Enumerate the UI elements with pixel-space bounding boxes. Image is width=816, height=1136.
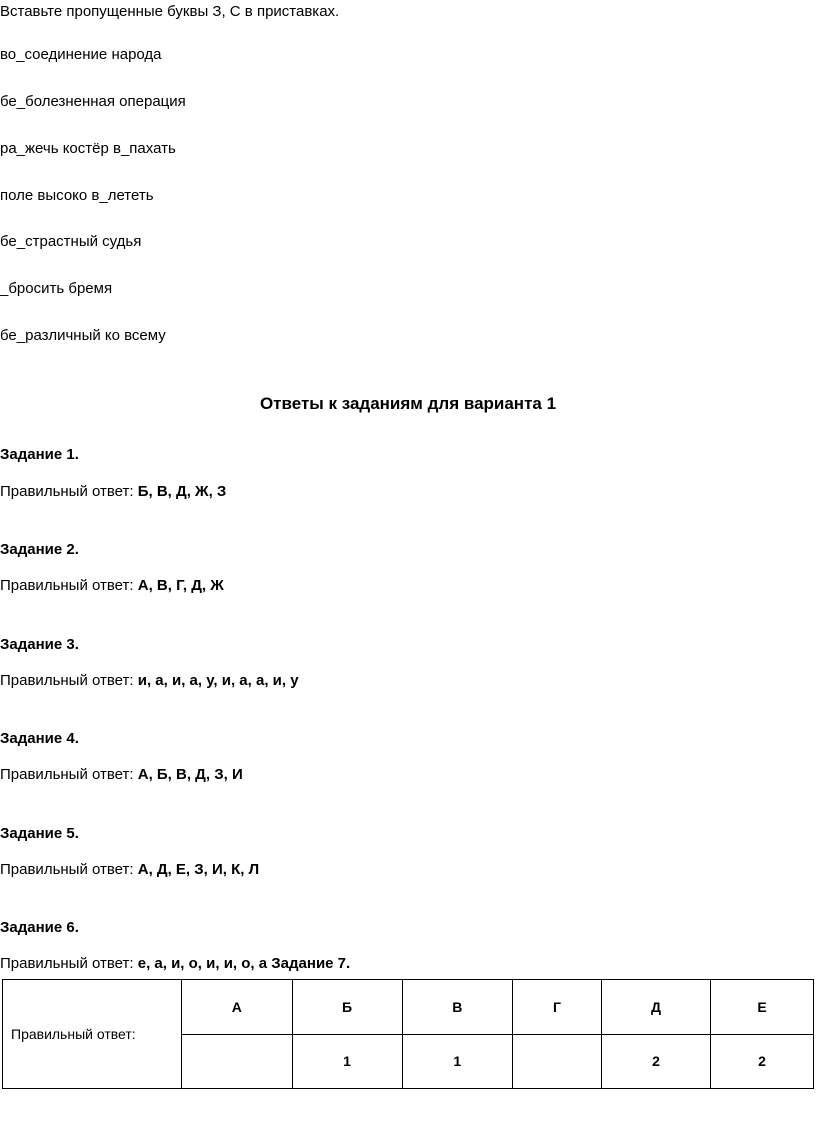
answer-prefix: Правильный ответ: (0, 955, 134, 972)
exercise-item: бе_болезненная операция (0, 93, 186, 110)
exercise-item: бе_страстный судья (0, 233, 142, 250)
task-title: Задание 7. (271, 955, 351, 972)
answer-value: А, В, Г, Д, Ж (137, 577, 224, 594)
answer-prefix: Правильный ответ: (0, 766, 134, 783)
answer-line (0, 765, 243, 785)
answer-prefix: Правильный ответ: (0, 483, 134, 500)
table-header-cell: Д (601, 980, 710, 1035)
answer-line (0, 671, 299, 691)
exercise-item: поле высоко в_лететь (0, 187, 154, 204)
answer-line (0, 576, 224, 596)
table-cell (513, 1034, 602, 1089)
answer-line (0, 860, 259, 880)
table-cell: 2 (601, 1034, 710, 1089)
answer-value: Б, В, Д, Ж, З (137, 483, 227, 500)
table-cell: 1 (402, 1034, 513, 1089)
task-title: Задание 6. (0, 919, 79, 936)
exercise-item: _бросить бремя (0, 280, 113, 297)
answer-value: А, Б, В, Д, З, И (137, 766, 243, 783)
answer-value: и, а, и, а, у, и, а, а, и, у (137, 672, 299, 689)
table-header-cell: Г (513, 980, 602, 1035)
answer-table (2, 979, 814, 1089)
answer-prefix: Правильный ответ: (0, 577, 134, 594)
answer-prefix: Правильный ответ: (0, 672, 134, 689)
task-title: Задание 1. (0, 446, 79, 463)
table-cell (182, 1034, 293, 1089)
table-header-cell: Б (292, 980, 402, 1035)
answer-value: А, Д, Е, З, И, К, Л (137, 861, 260, 878)
table-cell: 1 (292, 1034, 402, 1089)
task-title: Задание 4. (0, 730, 79, 747)
instruction: Вставьте пропущенные буквы З, С в приставках. (0, 3, 340, 20)
table-row-label: Правильный ответ: (3, 980, 182, 1089)
task-title: Задание 2. (0, 541, 79, 558)
task-title: Задание 3. (0, 636, 79, 653)
table-cell: 2 (711, 1034, 814, 1089)
answer-line (0, 954, 350, 974)
exercise-item: ра_жечь костёр в_пахать (0, 140, 176, 157)
answers-heading: Ответы к заданиям для варианта 1 (259, 394, 557, 413)
exercise-item: бе_различный ко всему (0, 327, 166, 344)
exercise-item: во_соединение народа (0, 46, 162, 63)
table-header-cell: Е (711, 980, 814, 1035)
table-row (3, 980, 814, 1035)
answer-value: е, а, и, о, и, и, о, а (137, 955, 268, 972)
answer-line (0, 482, 226, 502)
table-header-cell: А (182, 980, 293, 1035)
answer-prefix: Правильный ответ: (0, 861, 134, 878)
table-header-cell: В (402, 980, 513, 1035)
task-title: Задание 5. (0, 825, 79, 842)
